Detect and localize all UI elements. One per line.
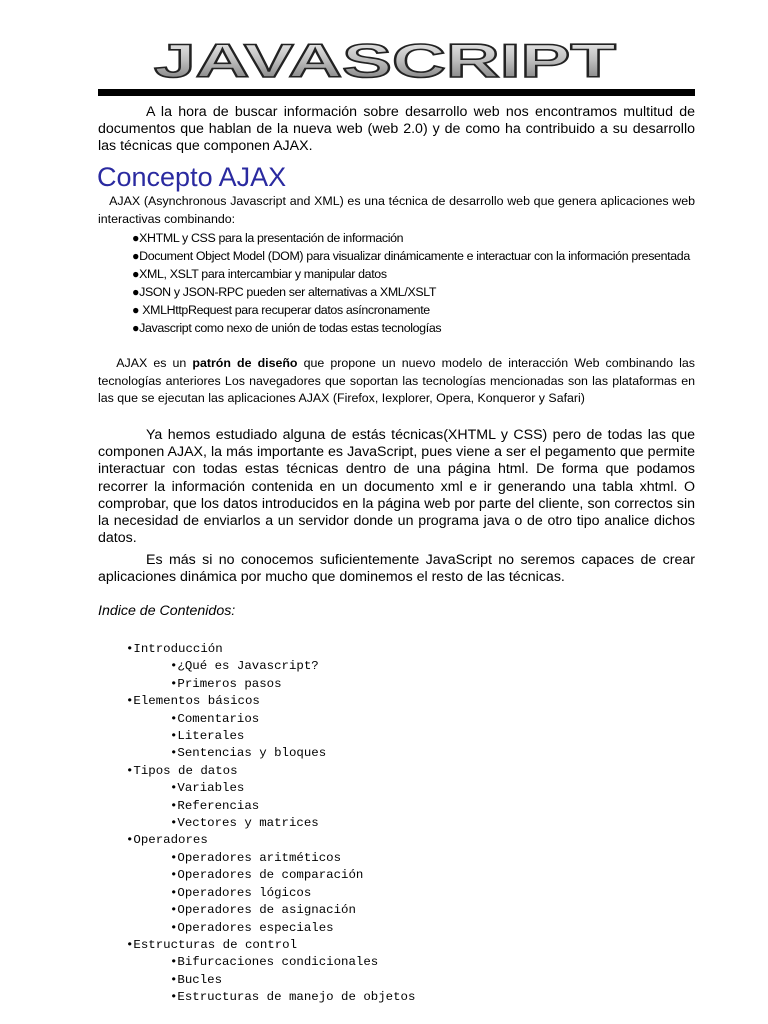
section-heading-ajax: Concepto AJAX <box>97 162 287 192</box>
list-item: ●XML, XSLT para intercambiar y manipular datos <box>132 267 387 281</box>
toc-entry: •Primeros pasos <box>170 676 282 691</box>
title-wordart <box>150 36 620 82</box>
toc-entry: •Elementos básicos <box>126 694 260 709</box>
toc-entry: •Operadores especiales <box>170 920 334 935</box>
body-paragraph-2 <box>98 552 695 586</box>
ajax-definition <box>98 193 695 228</box>
ajax-definition-text: AJAX (Asynchronous Javascript and XML) es una técnica de desarrollo web que genera aplicaciones web interactivas combinando: <box>98 194 696 226</box>
p2-lead: AJAX es un <box>116 356 193 370</box>
list-item: ●Javascript como nexo de unión de todas estas tecnologías <box>132 321 442 335</box>
title-rule <box>98 89 695 96</box>
list-item: ●XHTML y CSS para la presentación de información <box>132 231 404 245</box>
toc-entry: •Tipos de datos <box>126 763 238 778</box>
toc-entry: •Operadores aritméticos <box>170 850 342 865</box>
body-paragraph-1 <box>98 427 695 547</box>
p2-bold-term: patrón de diseño <box>192 356 298 370</box>
p2-rest: que propone un nuevo modelo de interacción Web combinando las tecnologías anteriores Los navegadores que soportan las tecnologías mencionadas son las plataformas en las que se ejecutan las aplicaciones AJAX (Firefox, Iexplorer, Opera, Konqueror y Safari) <box>98 356 695 405</box>
toc-entry: •Estructuras de manejo de objetos <box>170 990 416 1005</box>
toc-entry: •Bifurcaciones condicionales <box>170 955 379 970</box>
technology-list <box>132 229 695 337</box>
toc-entry: •Bucles <box>170 972 223 987</box>
toc-entry: •Referencias <box>170 798 260 813</box>
page-title: JAVASCRIPT <box>154 36 617 82</box>
toc-entry: •Introducción <box>126 642 223 656</box>
body-paragraph-2-text: Es más si no conocemos suficientemente JavaScript no seremos capaces de crear aplicaciones dinámica por mucho que dominemos el resto de las técnicas. <box>98 552 695 586</box>
list-item: ● XMLHttpRequest para recuperar datos asíncronamente <box>132 303 430 317</box>
toc-entry: •¿Qué es Javascript? <box>170 659 319 674</box>
toc-entry: •Estructuras de control <box>126 937 298 952</box>
toc-entry: •Literales <box>170 729 245 744</box>
toc-entry: •Comentarios <box>170 711 260 726</box>
toc-entry: •Vectores y matrices <box>170 816 319 831</box>
toc-entry: •Operadores de asignación <box>170 903 356 918</box>
toc-entry: •Sentencias y bloques <box>170 746 327 761</box>
toc-entry: •Operadores de comparación <box>170 868 364 883</box>
toc-entry: •Operadores <box>126 833 208 848</box>
body-paragraph-1-text: Ya hemos estudiado alguna de estás técnicas(XHTML y CSS) pero de todas las que componen AJAX, la más importante es JavaScript, pues viene a ser el pegamento que permite interactuar con todas estas técnicas dentro de una página html. De forma que podamos recorrer la información contenida en un documento xml e ir generando una tabla xhtml. O comprobar, que los datos introducidos en la página web por parte del cliente, son correctos sin la necesidad de enviarlos a un servidor donde un programa java o de otro tipo analice dichos datos. <box>98 427 695 547</box>
index-heading: Indice de Contenidos: <box>98 603 236 619</box>
list-item: ●Document Object Model (DOM) para visualizar dinámicamente e interactuar con la información presentada <box>132 249 690 263</box>
toc-entry: •Operadores lógicos <box>170 885 312 900</box>
intro-text: A la hora de buscar información sobre desarrollo web nos encontramos multitud de documentos que hablan de la nueva web (web 2.0) y de como ha contribuido a su desarrollo las técnicas que componen AJAX. <box>98 104 695 154</box>
design-pattern-paragraph <box>98 355 695 408</box>
intro-paragraph <box>98 104 695 155</box>
toc-entry: •Variables <box>170 781 245 796</box>
list-item: ●JSON y JSON-RPC pueden ser alternativas a XML/XSLT <box>132 285 437 299</box>
title-banner <box>150 36 620 82</box>
table-of-contents <box>126 641 415 1007</box>
